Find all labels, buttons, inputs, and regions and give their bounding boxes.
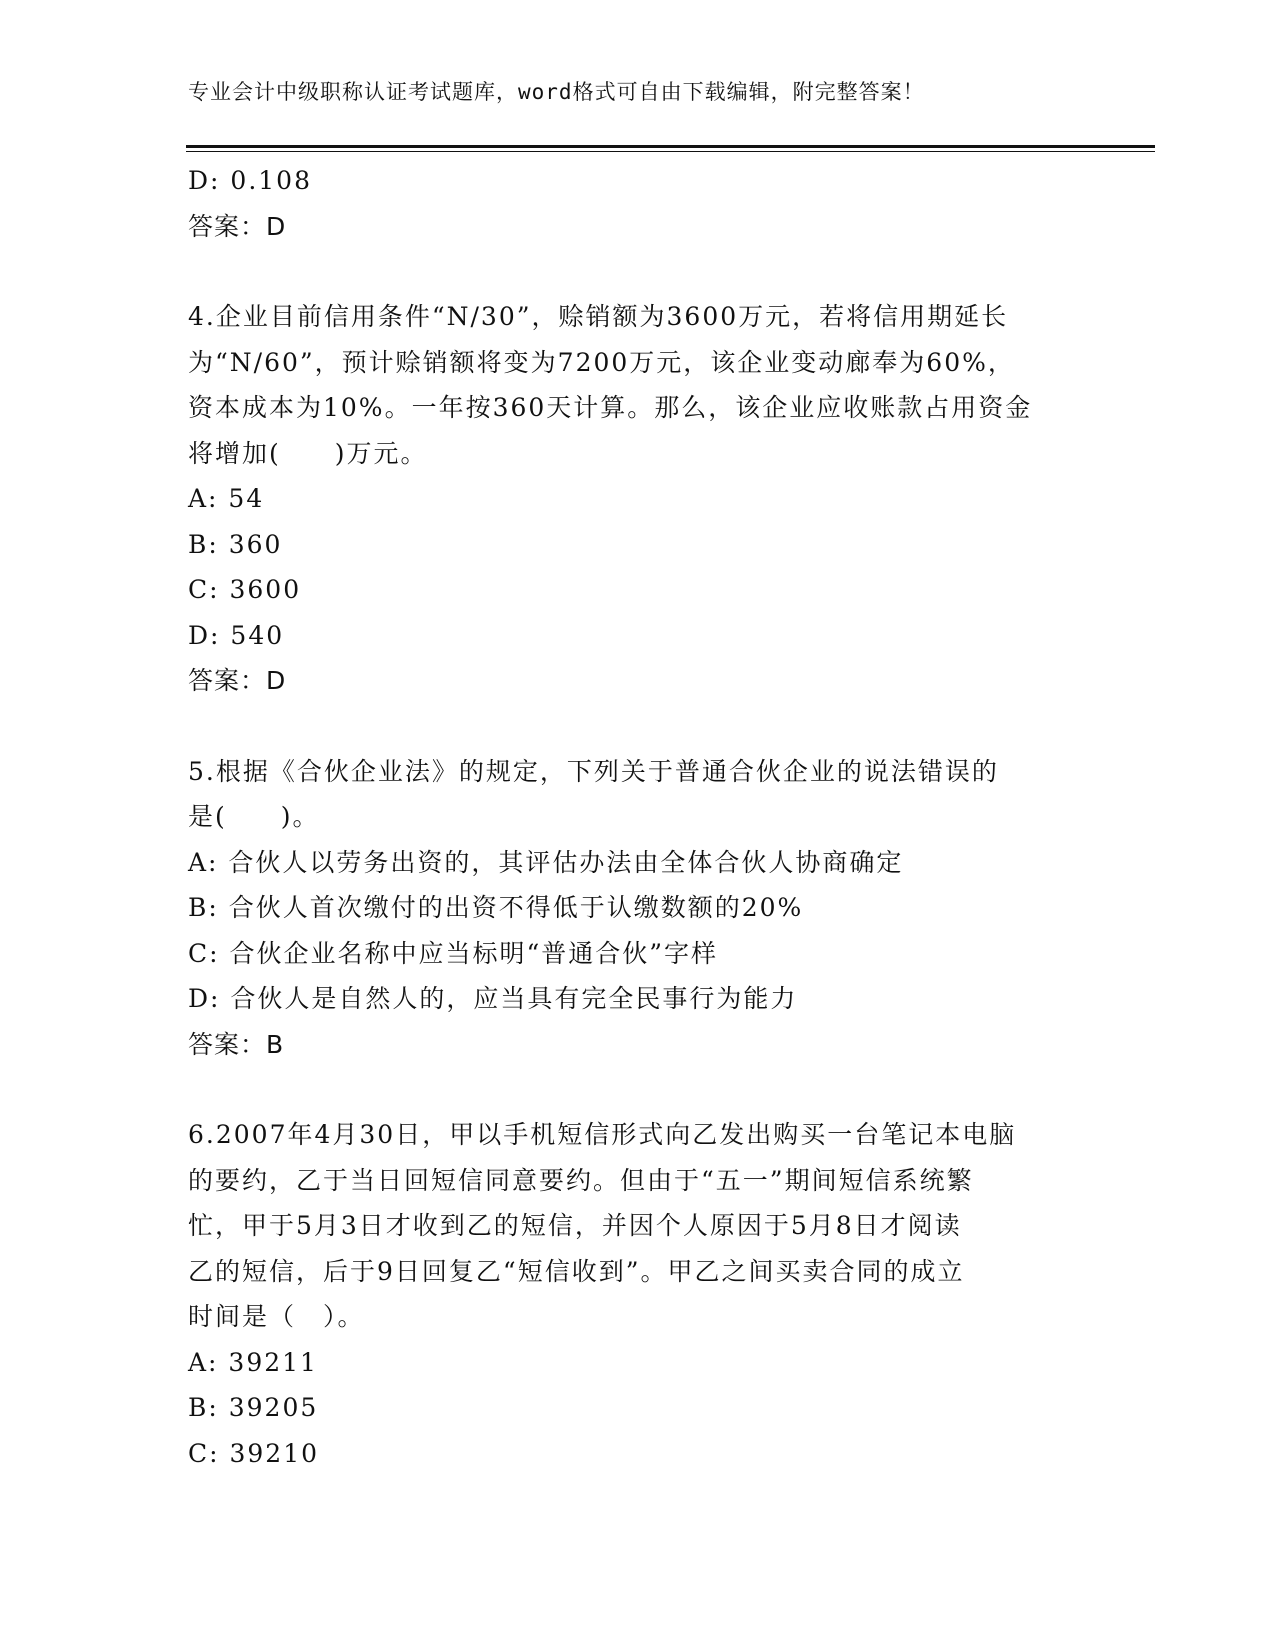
question-3-tail <box>188 158 1088 249</box>
q4-stem-line: 将增加( )万元。 <box>188 438 428 468</box>
q5-answer: 答案：B <box>188 1029 285 1059</box>
question-6 <box>188 1112 1088 1476</box>
q3-answer: 答案：D <box>188 211 287 241</box>
page-header: 专业会计中级职称认证考试题库，word格式可自由下载编辑，附完整答案！ <box>188 80 925 104</box>
q4-option-c: C: 3600 <box>188 575 302 604</box>
q5-stem-line: 5.根据《合伙企业法》的规定，下列关于普通合伙企业的说法错误的 <box>188 756 999 786</box>
q5-option-d: D: 合伙人是自然人的，应当具有完全民事行为能力 <box>188 984 798 1013</box>
spacer <box>188 1067 1088 1112</box>
q5-stem-line: 是( )。 <box>188 802 320 831</box>
q6-stem-line: 的要约，乙于当日回短信同意要约。但由于“五一”期间短信系统繁 <box>188 1165 974 1195</box>
q5-option-c: C: 合伙企业名称中应当标明“普通合伙”字样 <box>188 938 719 968</box>
q4-answer: 答案：D <box>188 666 287 695</box>
question-4 <box>188 294 1088 704</box>
q6-option-a: A: 39211 <box>188 1347 318 1377</box>
q6-stem-line: 时间是（ ）。 <box>188 1302 365 1331</box>
q6-option-b: B: 39205 <box>188 1393 319 1422</box>
q6-stem-line: 乙的短信，后于9日回复乙“短信收到”。甲乙之间买卖合同的成立 <box>188 1256 965 1286</box>
q4-option-a: A: 54 <box>188 484 265 513</box>
q5-option-a: A: 合伙人以劳务出资的，其评估办法由全体合伙人协商确定 <box>188 847 904 877</box>
q4-stem-line: 资本成本为10%。一年按360天计算。那么，该企业应收账款占用资金 <box>188 393 1033 422</box>
q4-option-b: B: 360 <box>188 529 283 559</box>
q3-option-d: D: 0.108 <box>188 166 312 195</box>
q5-option-b: B: 合伙人首次缴付的出资不得低于认缴数额的20% <box>188 893 804 922</box>
document-body <box>188 158 1088 1476</box>
header-rule-thick <box>186 145 1155 148</box>
spacer <box>188 249 1088 294</box>
q6-stem-line: 忙，甲于5月3日才收到乙的短信，并因个人原因于5月8日才阅读 <box>188 1211 962 1240</box>
q6-option-c: C: 39210 <box>188 1438 320 1468</box>
q4-stem-line: 4.企业目前信用条件“N/30”，赊销额为3600万元，若将信用期延长 <box>188 302 1009 331</box>
q4-stem-line: 为“N/60”，预计赊销额将变为7200万元，该企业变动廊奉为60%， <box>188 347 1015 377</box>
header-rule-thin <box>186 151 1155 152</box>
question-5 <box>188 749 1088 1068</box>
q6-stem-line: 6.2007年4月30日，甲以手机短信形式向乙发出购买一台笔记本电脑 <box>188 1120 1017 1149</box>
q4-option-d: D: 540 <box>188 620 285 650</box>
spacer <box>188 704 1088 749</box>
